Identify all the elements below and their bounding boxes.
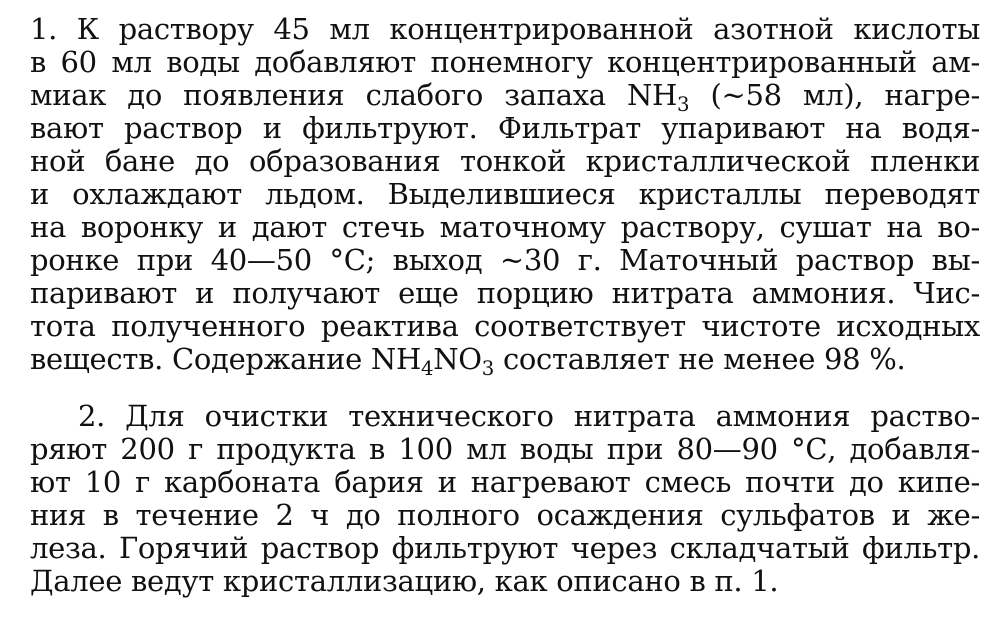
text-run: составляет не менее 98 %. (494, 342, 906, 376)
text-run: NO (433, 342, 482, 376)
text-run: веществ. Содержание NH (30, 342, 421, 376)
text-run: (~58 мл), нагре- (689, 78, 981, 112)
text-line: ют 10 г карбоната бария и нагревают смесь почти до кипе- (30, 465, 980, 499)
text-line: тота полученного реактива соответствует чистоте исходных (30, 309, 980, 343)
text-line: ронке при 40—50 °С; выход ~30 г. Маточный раствор вы- (30, 243, 980, 277)
text-line: в 60 мл воды добавляют понемногу концентрированный ам- (30, 45, 980, 79)
text-line: ния в течение 2 ч до полного осаждения сульфатов и же- (30, 498, 980, 532)
text-line: леза. Горячий раствор фильтруют через складчатый фильтр. (30, 531, 980, 565)
text-line: ной бане до образования тонкой кристаллической пленки (30, 144, 980, 178)
text-line (30, 342, 980, 380)
text-line: на воронку и дают стечь маточному раствору, сушат на во- (30, 210, 980, 244)
text-line: Далее ведут кристаллизацию, как описано в п. 1. (30, 564, 779, 598)
subscript: 3 (677, 92, 690, 116)
text-line: паривают и получают еще порцию нитрата аммония. Чис- (30, 276, 980, 310)
text-line: 1. К раствору 45 мл концентрированной азотной кислоты (30, 12, 980, 46)
subscript: 3 (481, 356, 495, 380)
text-line (30, 78, 981, 116)
text-line: и охлаждают льдом. Выделившиеся кристаллы переводят (30, 177, 980, 211)
text-line: ряют 200 г продукта в 100 мл воды при 80—90 °С, добавля- (30, 432, 980, 466)
text-run: миак до появления слабого запаха NH (30, 78, 678, 112)
text-line: 2. Для очистки технического нитрата аммония раство- (78, 399, 980, 433)
text-line: вают раствор и фильтруют. Фильтрат упаривают на водя- (30, 111, 980, 145)
subscript: 4 (420, 356, 434, 380)
